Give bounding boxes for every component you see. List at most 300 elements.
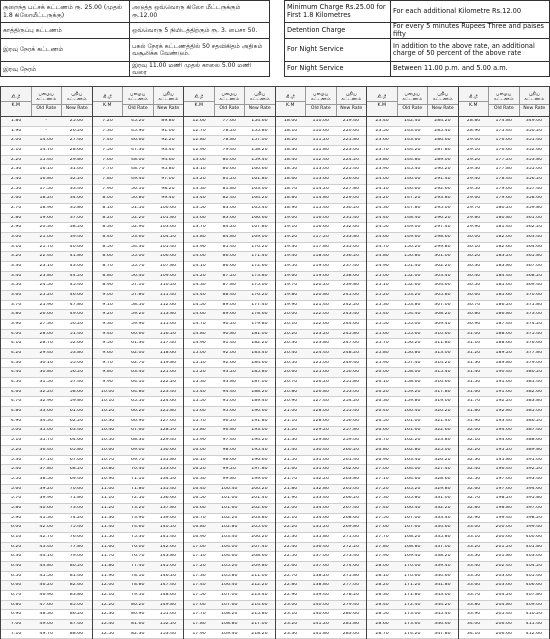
km-cell: 24.80 <box>375 254 389 259</box>
new-rate-column-header-english: New Rate <box>245 104 275 111</box>
old-rate-cell: 50.80 <box>131 196 145 201</box>
old-rate-cell: 99.20 <box>222 467 236 472</box>
km-cell: 14.50 <box>192 302 206 307</box>
table-row <box>459 185 550 195</box>
new-rate-column-header-english: New Rate <box>337 104 367 111</box>
old-rate-column-header-english: Old Rate <box>123 104 153 111</box>
new-rate-cell: 38.20 <box>69 225 84 230</box>
table-row <box>184 397 275 407</box>
old-rate-cell: 48.30 <box>39 612 53 617</box>
km-cell: 26.80 <box>375 447 389 452</box>
old-rate-cell: 144.20 <box>404 148 421 152</box>
old-rate-cell: 70.40 <box>131 467 145 472</box>
km-cell: 20.80 <box>283 389 298 394</box>
table-row <box>367 136 458 146</box>
old-rate-cell: 15.40 <box>39 157 53 162</box>
km-cell: 20.60 <box>283 370 298 375</box>
table-row <box>93 436 184 446</box>
new-rate-cell: 184.60 <box>251 360 268 365</box>
old-rate-cell: 144.80 <box>404 157 421 162</box>
new-rate-cell: 257.80 <box>342 428 360 433</box>
km-cell: 6.40 <box>10 563 22 568</box>
detention-charge-label-ta: காத்திருப்பு கட்டணம் <box>1 23 130 39</box>
km-cell: 11.90 <box>100 573 115 578</box>
table-row <box>276 456 367 466</box>
table-row <box>459 572 550 582</box>
old-rate-cell: 105.20 <box>221 563 238 568</box>
table-row <box>459 543 550 553</box>
table-row <box>459 562 550 572</box>
km-cell: 29.20 <box>466 157 481 162</box>
old-rate-cell: 81.20 <box>222 177 236 182</box>
old-rate-cell: 81.60 <box>131 621 145 626</box>
km-column-header-tamil: கி.மீ <box>468 94 478 100</box>
old-rate-cell: 48.00 <box>131 157 145 162</box>
km-cell: 23.80 <box>375 157 389 162</box>
new-rate-column-header <box>428 87 458 116</box>
km-cell: 20.30 <box>283 341 298 346</box>
table-row <box>367 504 458 514</box>
old-rate-cell: 58.50 <box>131 302 145 307</box>
new-rate-cell: 214.60 <box>251 602 268 607</box>
km-cell: 11.50 <box>100 534 115 539</box>
new-rate-cell: 392.20 <box>525 467 543 472</box>
new-rate-cell: 313.00 <box>434 351 451 356</box>
old-rate-cell: 39.20 <box>39 486 53 491</box>
km-cell: 25.80 <box>375 351 389 356</box>
new-rate-column-header-tamil: புதிய கட்டணம் <box>66 91 87 103</box>
new-rate-cell: 232.60 <box>342 225 360 230</box>
new-rate-column-header-tamil: புதிய கட்டணம் <box>341 91 362 103</box>
old-rate-cell: 158.00 <box>404 370 421 375</box>
new-rate-column-header-english: New Rate <box>154 104 184 111</box>
table-row <box>459 156 550 166</box>
new-rate-cell: 63.40 <box>69 428 84 433</box>
old-rate-cell: 69.70 <box>131 457 145 462</box>
old-rate-cell: 165.80 <box>404 496 421 501</box>
new-rate-cell: 230.20 <box>342 206 360 211</box>
table-row <box>1 204 92 214</box>
km-cell: 5.50 <box>10 476 22 481</box>
new-rate-cell: 337.00 <box>434 544 451 549</box>
old-rate-cell: 90.80 <box>222 331 236 336</box>
km-cell: 27.20 <box>375 486 389 491</box>
old-rate-cell: 108.20 <box>221 612 238 617</box>
new-rate-cell: 89.80 <box>161 118 175 123</box>
old-rate-cell: 131.00 <box>312 457 329 462</box>
old-rate-cell: 14.00 <box>39 138 53 143</box>
old-rate-cell: 96.80 <box>222 428 236 433</box>
km-cell: 3.10 <box>10 244 22 249</box>
new-rate-cell: 51.40 <box>69 331 84 336</box>
new-rate-cell: 57.40 <box>69 380 84 385</box>
old-rate-cell: 153.80 <box>404 302 421 307</box>
new-rate-cell: 322.60 <box>434 428 451 433</box>
table-row <box>367 485 458 495</box>
new-rate-cell: 368.20 <box>525 273 543 278</box>
table-row <box>184 204 275 214</box>
table-row <box>367 291 458 301</box>
new-rate-cell: 163.00 <box>251 186 268 191</box>
km-cell: 28.20 <box>375 583 389 588</box>
old-rate-cell: 174.20 <box>404 631 421 636</box>
night-charge-label-ta: இரவு நேரக் கட்டணம் <box>1 39 130 62</box>
old-rate-cell: 146.60 <box>404 186 421 191</box>
old-rate-cell: 171.20 <box>404 583 421 588</box>
table-row <box>93 165 184 175</box>
old-rate-cell: 56.40 <box>131 273 145 278</box>
old-rate-cell: 200.60 <box>495 534 512 539</box>
new-rate-cell: 119.80 <box>159 360 177 365</box>
km-cell: 27.70 <box>375 534 389 539</box>
old-rate-cell: 76.00 <box>131 544 145 549</box>
km-column-header-tamil: கி.மீ <box>377 94 387 100</box>
new-rate-cell: 166.60 <box>251 215 268 220</box>
new-rate-cell: 356.20 <box>525 177 543 182</box>
table-row <box>276 117 367 127</box>
km-cell: 3.50 <box>10 283 22 288</box>
km-cell: 21.70 <box>283 476 298 481</box>
km-cell: 21.50 <box>283 457 298 462</box>
old-rate-cell: 40.60 <box>39 505 53 510</box>
table-row <box>276 146 367 156</box>
old-rate-cell: 119.00 <box>312 264 329 269</box>
km-cell: 5.80 <box>10 505 22 510</box>
km-cell: 7.90 <box>102 186 113 191</box>
table-row <box>1 485 92 495</box>
new-rate-cell: 284.20 <box>434 118 451 123</box>
old-rate-cell: 151.40 <box>404 264 421 269</box>
old-rate-cell: 18.20 <box>39 196 53 201</box>
km-cell: 26.40 <box>375 409 389 414</box>
km-cell: 29.10 <box>466 148 481 152</box>
table-row <box>1 543 92 553</box>
km-cell: 13.60 <box>192 215 206 220</box>
old-rate-cell: 73.90 <box>131 515 145 520</box>
new-rate-cell: 328.60 <box>434 476 451 481</box>
old-rate-cell: 128.00 <box>312 409 329 414</box>
old-rate-cell: 186.80 <box>495 312 512 317</box>
table-row <box>1 388 92 398</box>
old-rate-cell: 189.80 <box>495 360 512 365</box>
table-row <box>276 127 367 137</box>
km-cell: 3.40 <box>10 273 22 278</box>
km-cell: 14.60 <box>192 312 206 317</box>
new-rate-cell: 394.60 <box>525 486 543 491</box>
old-rate-cell: 189.20 <box>495 351 512 356</box>
old-rate-cell: 162.80 <box>404 447 421 452</box>
km-cell: 25.60 <box>375 331 389 336</box>
old-rate-cell: 57.80 <box>131 293 145 298</box>
table-row <box>276 417 367 427</box>
old-rate-cell: 64.10 <box>131 380 145 385</box>
old-rate-cell: 135.20 <box>312 525 329 530</box>
new-rate-cell: 223.00 <box>342 148 360 152</box>
new-rate-cell: 293.80 <box>434 196 451 201</box>
table-row <box>367 185 458 195</box>
old-rate-cell: 188.60 <box>495 341 512 346</box>
km-cell: 10.20 <box>100 409 115 414</box>
table-row <box>459 320 550 330</box>
table-row <box>184 233 275 243</box>
km-cell: 9.30 <box>102 322 113 327</box>
table-row <box>1 601 92 611</box>
km-cell: 8.90 <box>102 283 113 288</box>
new-rate-cell: 82.60 <box>69 583 84 588</box>
new-rate-cell: 410.20 <box>525 612 543 617</box>
table-row <box>184 136 275 146</box>
new-rate-cell: 243.40 <box>342 312 360 317</box>
km-cell: 21.10 <box>283 418 298 423</box>
old-rate-cell: 26.60 <box>39 312 53 317</box>
km-cell: 19.70 <box>283 283 298 288</box>
new-rate-cell: 388.60 <box>525 438 543 443</box>
old-rate-cell: 105.80 <box>221 573 238 578</box>
km-cell: 20.40 <box>283 351 298 356</box>
new-rate-cell: 397.00 <box>525 505 543 510</box>
old-rate-cell: 45.20 <box>131 118 145 123</box>
km-cell: 22.90 <box>283 592 298 597</box>
old-rate-cell: 77.40 <box>131 563 145 568</box>
new-rate-cell: 177.40 <box>251 302 268 307</box>
new-rate-cell: 154.60 <box>251 118 268 123</box>
km-cell: 32.40 <box>466 467 481 472</box>
old-rate-cell: 85.40 <box>222 244 236 249</box>
new-rate-cell: 250.60 <box>342 370 360 375</box>
old-rate-cell: 47.60 <box>39 602 53 607</box>
km-cell: 16.70 <box>192 515 206 520</box>
old-rate-cell: 197.60 <box>495 486 512 491</box>
km-cell: 4.50 <box>10 380 22 385</box>
km-column-header-tamil: கி.மீ <box>194 94 204 100</box>
old-rate-cell: 91.40 <box>222 341 236 346</box>
km-cell: 31.60 <box>466 389 481 394</box>
old-rate-cell: 148.40 <box>404 215 421 220</box>
km-cell: 8.60 <box>102 254 113 259</box>
old-rate-cell: 92.60 <box>222 360 236 365</box>
new-rate-cell: 290.20 <box>434 167 451 172</box>
table-row <box>93 368 184 378</box>
km-cell: 27.90 <box>375 554 389 559</box>
old-rate-cell: 22.40 <box>39 254 53 259</box>
old-rate-cell: 150.80 <box>404 254 421 259</box>
old-rate-cell: 65.50 <box>131 399 145 404</box>
new-rate-cell: 283.00 <box>342 631 360 636</box>
new-rate-cell: 275.80 <box>342 573 360 578</box>
km-cell: 32.30 <box>466 457 481 462</box>
new-rate-cell: 194.20 <box>251 438 268 443</box>
old-rate-cell: 54.30 <box>131 244 145 249</box>
new-rate-cell: 202.60 <box>251 505 268 510</box>
table-row <box>1 330 92 340</box>
old-rate-cell: 104.00 <box>221 544 238 549</box>
table-row <box>184 485 275 495</box>
table-row <box>459 417 550 427</box>
new-rate-cell: 178.60 <box>251 312 268 317</box>
table-row <box>459 533 550 543</box>
table-row <box>1 610 92 620</box>
km-cell: 2.20 <box>10 157 22 162</box>
old-rate-cell: 120.20 <box>312 283 329 288</box>
old-rate-cell: 101.60 <box>221 505 238 510</box>
table-row <box>276 165 367 175</box>
km-cell: 19.90 <box>283 302 298 307</box>
km-cell: 15.90 <box>192 438 206 443</box>
new-rate-cell: 128.20 <box>159 428 177 433</box>
km-cell: 3.80 <box>10 312 22 317</box>
old-rate-cell: 24.50 <box>39 283 53 288</box>
table-row <box>367 262 458 272</box>
new-rate-cell: 400.60 <box>525 534 543 539</box>
new-rate-cell: 207.40 <box>251 544 268 549</box>
table-row <box>276 552 367 562</box>
km-cell: 2.00 <box>10 138 22 143</box>
table-row <box>1 272 92 282</box>
km-cell: 16.30 <box>192 476 206 481</box>
km-cell: 32.00 <box>466 428 481 433</box>
old-rate-cell: 80.90 <box>131 612 145 617</box>
new-rate-cell: 277.00 <box>342 583 360 588</box>
old-rate-cell: 46.60 <box>131 138 145 143</box>
table-row <box>184 494 275 504</box>
table-row <box>276 533 367 543</box>
old-rate-cell: 84.20 <box>222 225 236 230</box>
new-rate-cell: 101.80 <box>159 215 177 220</box>
table-row <box>276 233 367 243</box>
new-rate-column-header-tamil: புதிய கட்டணம் <box>432 91 453 103</box>
table-row <box>459 494 550 504</box>
new-rate-cell: 28.60 <box>69 148 84 152</box>
table-row <box>184 523 275 533</box>
new-rate-cell: 280.60 <box>342 612 360 617</box>
new-rate-cell: 143.80 <box>159 554 177 559</box>
km-cell: 27.80 <box>375 544 389 549</box>
old-rate-cell: 71.10 <box>131 476 145 481</box>
new-rate-cell: 409.00 <box>525 602 543 607</box>
km-cell: 16.80 <box>192 525 206 530</box>
table-row <box>276 475 367 485</box>
new-rate-cell: 170.20 <box>251 244 268 249</box>
old-rate-cell: 204.20 <box>495 592 512 597</box>
table-row <box>93 552 184 562</box>
table-row <box>459 368 550 378</box>
table-row <box>184 291 275 301</box>
old-rate-cell: 31.50 <box>39 380 53 385</box>
new-rate-cell: 338.20 <box>434 554 451 559</box>
old-rate-cell: 110.60 <box>312 128 329 133</box>
km-cell: 9.90 <box>102 380 113 385</box>
new-rate-cell: 349.00 <box>525 118 543 123</box>
old-rate-cell: 116.60 <box>312 225 329 230</box>
old-rate-cell: 51.50 <box>131 206 145 211</box>
new-rate-cell: 124.60 <box>159 399 177 404</box>
table-row <box>276 620 367 630</box>
new-rate-cell: 95.80 <box>161 167 175 172</box>
new-rate-cell: 164.20 <box>251 196 268 201</box>
km-cell: 12.50 <box>100 631 115 636</box>
km-cell: 30.20 <box>466 254 481 259</box>
km-cell: 22.80 <box>283 583 298 588</box>
new-rate-cell: 161.80 <box>251 177 268 182</box>
new-rate-cell: 115.00 <box>159 322 177 327</box>
km-cell: 20.10 <box>283 322 298 327</box>
km-cell: 9.70 <box>102 360 113 365</box>
new-rate-cell: 249.40 <box>342 360 360 365</box>
night-hours-label-ta: இரவு நேரம் <box>1 62 130 77</box>
new-rate-cell: 155.80 <box>251 128 268 133</box>
km-cell: 2.40 <box>10 177 22 182</box>
new-rate-cell: 266.20 <box>342 496 360 501</box>
fare-panel-header <box>367 86 458 117</box>
km-cell: 31.00 <box>466 331 481 336</box>
new-rate-cell: 317.80 <box>434 389 451 394</box>
table-row <box>93 427 184 437</box>
table-row <box>367 194 458 204</box>
table-row <box>367 388 458 398</box>
old-rate-cell: 143.00 <box>404 128 421 133</box>
table-row <box>184 552 275 562</box>
new-rate-cell: 29.80 <box>69 157 84 162</box>
km-column-header <box>184 87 215 116</box>
new-rate-cell: 307.00 <box>434 302 451 307</box>
new-rate-cell: 239.80 <box>342 283 360 288</box>
table-row <box>276 281 367 291</box>
km-cell: 30.70 <box>466 302 481 307</box>
new-rate-cell: 173.80 <box>251 273 268 278</box>
old-rate-cell: 84.80 <box>222 235 236 240</box>
new-rate-cell: 345.40 <box>434 612 451 617</box>
km-cell: 18.60 <box>283 177 298 182</box>
old-rate-cell: 36.40 <box>39 447 53 452</box>
old-rate-cell: 126.80 <box>312 389 329 394</box>
new-rate-cell: 325.00 <box>434 447 451 452</box>
table-row <box>184 349 275 359</box>
table-row <box>459 378 550 388</box>
new-rate-cell: 343.00 <box>434 592 451 597</box>
new-rate-cell: 333.40 <box>434 515 451 520</box>
new-rate-cell: 365.80 <box>525 254 543 259</box>
new-rate-cell: 407.80 <box>525 592 543 597</box>
new-rate-cell: 113.80 <box>159 312 177 317</box>
km-cell: 33.10 <box>466 534 481 539</box>
old-rate-cell: 159.20 <box>404 389 421 394</box>
km-cell: 18.20 <box>283 138 298 143</box>
table-row <box>184 378 275 388</box>
new-rate-cell: 99.40 <box>161 196 175 201</box>
new-rate-cell: 190.60 <box>251 409 268 414</box>
new-rate-cell: 236.20 <box>342 254 360 259</box>
old-rate-cell: 107.00 <box>221 592 238 597</box>
old-rate-cell: 53.60 <box>131 235 145 240</box>
km-cell: 9.80 <box>102 370 113 375</box>
old-rate-cell: 30.10 <box>39 360 53 365</box>
new-rate-cell: 398.20 <box>525 515 543 520</box>
old-rate-cell: 99.80 <box>222 476 236 481</box>
table-row <box>93 581 184 591</box>
table-row <box>367 349 458 359</box>
new-rate-cell: 406.60 <box>525 583 543 588</box>
km-cell: 11.80 <box>100 563 115 568</box>
table-row <box>1 252 92 262</box>
km-cell: 21.00 <box>283 409 298 414</box>
old-rate-cell: 154.40 <box>404 312 421 317</box>
km-cell: 33.70 <box>466 592 481 597</box>
old-rate-cell: 104.60 <box>221 554 238 559</box>
new-rate-cell: 310.60 <box>434 331 451 336</box>
old-rate-cell: 198.20 <box>495 496 512 501</box>
table-row <box>184 368 275 378</box>
old-rate-cell: 182.00 <box>495 235 512 240</box>
